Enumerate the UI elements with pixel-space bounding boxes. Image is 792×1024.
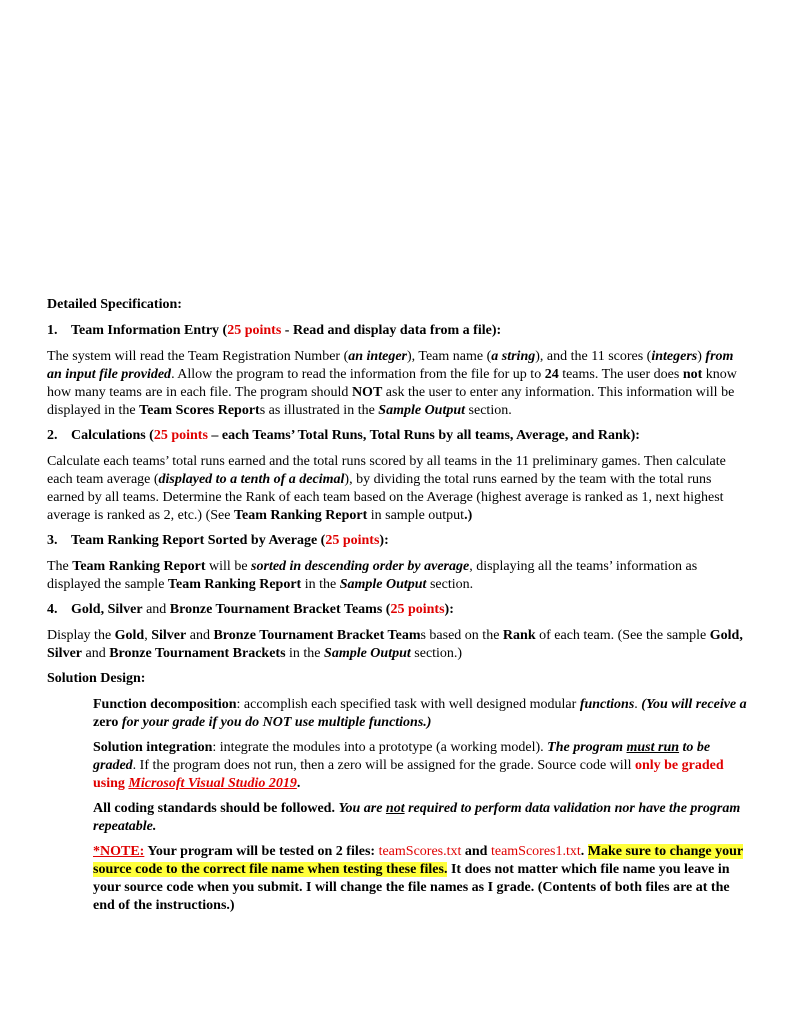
section-number: 3.	[47, 533, 58, 548]
points-label: 25 points	[227, 323, 282, 338]
document-page	[47, 296, 747, 922]
points-label: 25 points	[153, 428, 208, 443]
points-label: 25 points	[325, 533, 380, 548]
detailed-spec-heading: Detailed Specification:	[47, 297, 182, 312]
section-1-heading	[47, 322, 747, 340]
solution-integration-paragraph: Solution integration: integrate the modules into a prototype (a working model). The program must run to be graded. If the program does not run, then a zero will be assigned for the grade. Source code will only be graded using Microsoft Visual Studio 2019.	[93, 740, 724, 791]
section-number: 4.	[47, 602, 58, 617]
function-decomposition-paragraph: Function decomposition: accomplish each specified task with well designed modular functions. (You will receive a zero for your grade if you do NOT use multiple functions.)	[93, 697, 747, 730]
section-4-heading: 4. Gold, Silver and Bronze Tournament Bracket Teams (25 points):	[47, 602, 454, 617]
section-title-rest: ):	[444, 602, 454, 617]
highlighted-instruction: Make sure to change your source code to the correct file name when testing these files.	[93, 844, 744, 877]
note-label: *NOTE:	[93, 844, 145, 859]
section-title: Gold,	[71, 602, 108, 617]
section-1-body: The system will read the Team Registration Number (an integer), Team name (a string), and the 11 scores (integers) from an input file provided. Allow the program to read the information from the file for up to 24 teams. The user does not know how many teams are in each file. The program should NOT ask the user to enter any information. This information will be displayed in the Team Scores Reports as illustrated in the Sample Output section.	[47, 349, 737, 418]
file-name-2: teamScores1.txt	[490, 844, 581, 859]
section-4-body: Display the Gold, Silver and Bronze Tournament Bracket Teams based on the Rank of each team. (See the sample Gold, Silver and Bronze Tournament Brackets in the Sample Output section.)	[47, 628, 743, 661]
section-title: Calculations (	[71, 428, 154, 443]
section-title-rest: ):	[379, 533, 389, 548]
section-title-rest: - Read and display data from a file):	[281, 323, 502, 338]
note-paragraph: *NOTE: Your program will be tested on 2 files: teamScores.txt and teamScores1.txt. Make sure to change your source code to the correct file name when testing these files. It does not matter which file name you leave in your source code when you submit. I will change the file names as I grade. (Contents of both files are at the end of the instructions.)	[93, 844, 744, 913]
section-2-body: Calculate each teams’ total runs earned and the total runs scored by all teams in the 11 preliminary games. Then calculate each team average (displayed to a tenth of a decimal), by dividing the total runs earned by the team with the total runs earned by all teams. Determine the Rank of each team based on the Average (highest average is ranked as 1, next highest average is ranked as 2, etc.) (See Team Ranking Report in sample output.)	[47, 454, 726, 523]
section-number: 1.	[47, 323, 58, 338]
section-title-rest: – each Teams’ Total Runs, Total Runs by all teams, Average, and Rank):	[207, 428, 640, 443]
section-number: 2.	[47, 428, 58, 443]
section-3-body: The Team Ranking Report will be sorted in descending order by average, displaying all the teams’ information as displayed the sample Team Ranking Report in the Sample Output section.	[47, 559, 698, 592]
section-title: Team Information Entry (	[71, 323, 228, 338]
solution-design-heading: Solution Design:	[47, 671, 146, 686]
points-label: 25 points	[390, 602, 445, 617]
section-title: Team Ranking Report Sorted by Average (	[71, 533, 326, 548]
coding-standards-paragraph: All coding standards should be followed. You are not required to perform data validation nor have the program repeatable.	[93, 801, 741, 834]
file-name-1: teamScores.txt	[378, 844, 462, 859]
section-3-heading	[47, 532, 747, 550]
section-2-heading	[47, 427, 747, 445]
